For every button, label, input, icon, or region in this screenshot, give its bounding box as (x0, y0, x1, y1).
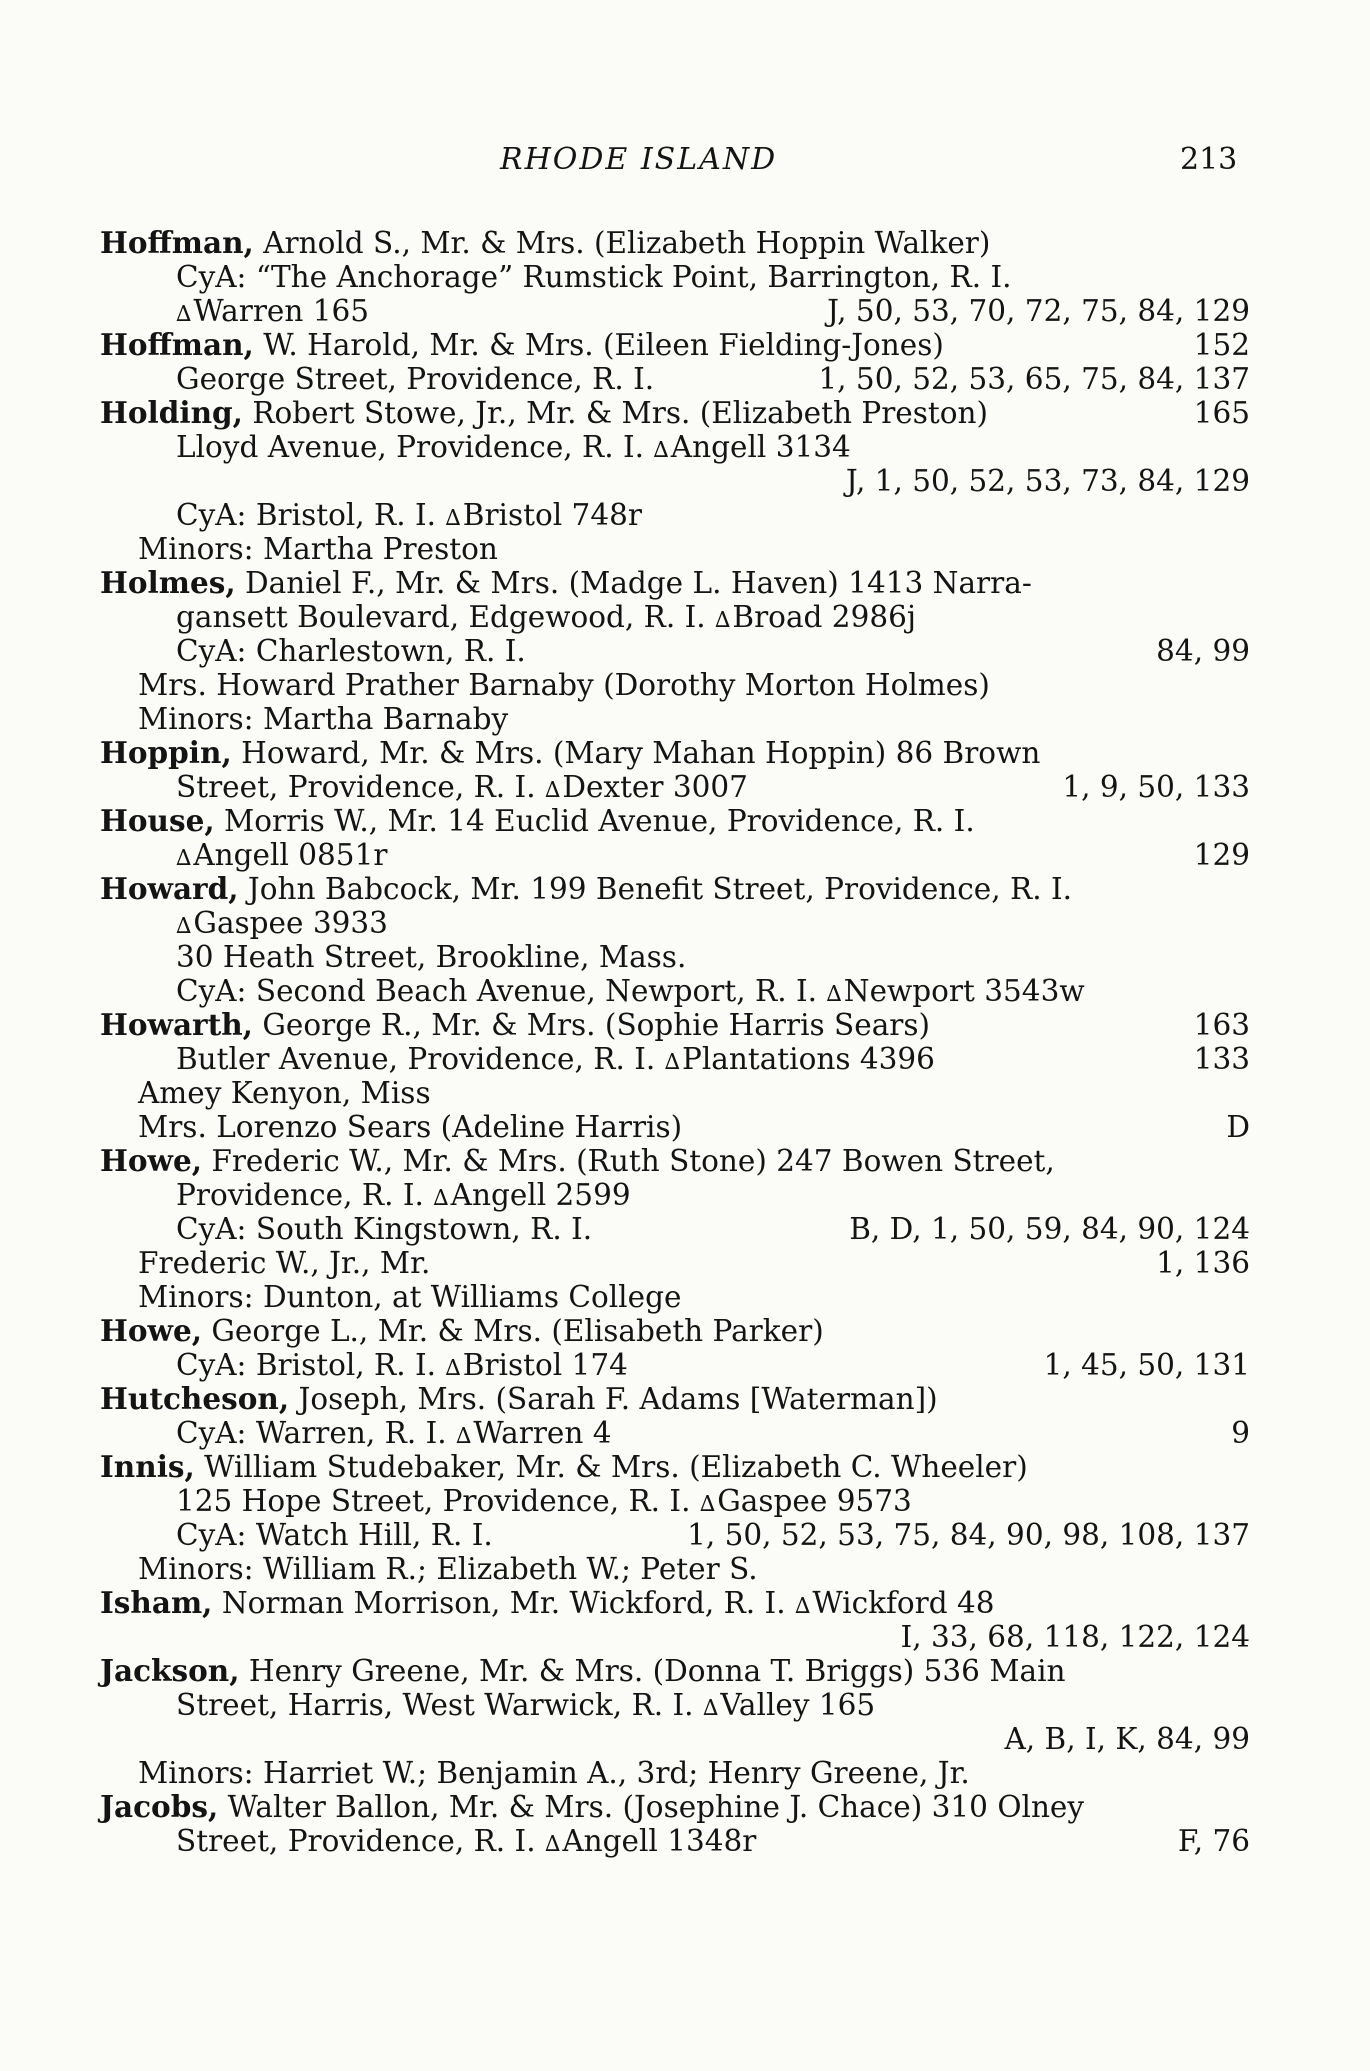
entry-text (176, 1178, 631, 1216)
entry-detail-line (100, 1348, 1250, 1382)
telephone-bell-icon: ∆ (794, 1594, 811, 1619)
running-title: RHODE ISLAND (500, 142, 778, 177)
entry-surname: Hutcheson, (100, 1381, 290, 1416)
entry-text (100, 566, 1032, 600)
entry-body: Mrs. Howard Prather Barnaby (Dorothy Morton Holmes) (138, 668, 990, 702)
entry-detail-line (100, 1722, 1250, 1756)
club-codes: 84, 99 (1156, 634, 1250, 668)
entry-text (100, 396, 988, 430)
club-codes: I, 33, 68, 118, 122, 124 (900, 1620, 1250, 1654)
entry-text (100, 872, 1072, 906)
entry-surname: Hoppin, (100, 735, 232, 770)
entry-surname: Innis, (100, 1449, 195, 1484)
entry-detail-line (100, 362, 1250, 396)
entry-text (100, 1654, 1066, 1688)
telephone-bell-icon: ∆ (176, 302, 192, 327)
entry-text (176, 260, 1012, 294)
entry-detail-line (100, 498, 1250, 532)
entry-detail-line (100, 1076, 1250, 1110)
club-codes: D (1226, 1110, 1250, 1144)
entry-body: gansett Boulevard, Edgewood, R. I. (176, 600, 716, 634)
telephone-number: Plantations 4396 (681, 1042, 935, 1076)
entry-heading-line (100, 226, 1250, 260)
entry-detail-line (100, 294, 1250, 328)
entry-heading-line (100, 1654, 1250, 1688)
entry-detail-line (100, 1484, 1250, 1518)
entry-heading-line (100, 1314, 1250, 1348)
entry-body: Robert Stowe, Jr., Mr. & Mrs. (Elizabeth Preston) (242, 396, 989, 430)
entry-surname: Howard, (100, 871, 239, 906)
entry-surname: Howe, (100, 1313, 202, 1348)
telephone-bell-icon: ∆ (702, 1696, 719, 1721)
entry-body: William Studebaker, Mr. & Mrs. (Elizabeth C. Wheeler) (194, 1450, 1028, 1484)
club-codes: 165 (1193, 396, 1250, 430)
entry-body: Warren 165 (193, 294, 370, 328)
entry-text (100, 1314, 824, 1348)
entry-body: George Street, Providence, R. I. (176, 362, 655, 396)
entry-text (176, 600, 916, 638)
telephone-number: Valley 165 (720, 1688, 876, 1722)
entry-body: Butler Avenue, Providence, R. I. (176, 1042, 665, 1076)
entry-text (176, 906, 388, 944)
entry-text (100, 328, 944, 362)
entry-detail-line (100, 260, 1250, 294)
telephone-number: Gaspee 9573 (717, 1484, 912, 1518)
entry-detail-line (100, 430, 1250, 464)
entry-detail-line (100, 668, 1250, 702)
entry-detail-line (100, 974, 1250, 1008)
entry-heading-line (100, 396, 1250, 430)
entry-heading-line (100, 1008, 1250, 1042)
entry-body: Frederic W., Jr., Mr. (138, 1246, 431, 1280)
entry-body: Angell 0851r (193, 838, 388, 872)
entry-body: Arnold S., Mr. & Mrs. (Elizabeth Hoppin Walker) (253, 226, 991, 260)
entry-heading-line (100, 872, 1250, 906)
telephone-bell-icon: ∆ (653, 438, 669, 463)
entry-detail-line (100, 1212, 1250, 1246)
telephone-number: Dexter 3007 (562, 770, 748, 804)
entry-text (176, 1518, 493, 1552)
directory-entries (100, 226, 1250, 1858)
entry-body: Minors: Dunton, at Williams College (138, 1280, 682, 1314)
entry-text (100, 1144, 1055, 1178)
entry-body: Norman Morrison, Mr. Wickford, R. I. (212, 1586, 795, 1620)
entry-detail-line (100, 1756, 1250, 1790)
entry-text (100, 736, 1040, 770)
entry-detail-line (100, 906, 1250, 940)
entry-text (176, 1484, 912, 1522)
entry-body: CyA: South Kingstown, R. I. (176, 1212, 593, 1246)
entry-body: CyA: Watch Hill, R. I. (176, 1518, 493, 1552)
entry-text (138, 1246, 430, 1280)
telephone-number: Angell 3134 (670, 430, 851, 464)
entry-heading-line (100, 1790, 1250, 1824)
club-codes: 133 (1193, 1042, 1250, 1076)
entry-body: CyA: Bristol, R. I. (176, 498, 446, 532)
club-codes: A, B, I, K, 84, 99 (1004, 1722, 1250, 1756)
entry-heading-line (100, 1450, 1250, 1484)
entry-body: Morris W., Mr. 14 Euclid Avenue, Providence, R. I. (214, 804, 975, 838)
entry-body: CyA: Bristol, R. I. (176, 1348, 446, 1382)
club-codes: 152 (1193, 328, 1250, 362)
entry-text (100, 1008, 930, 1042)
club-codes: 9 (1231, 1416, 1250, 1450)
entry-text (176, 1416, 612, 1454)
telephone-number: Bristol 174 (462, 1348, 628, 1382)
entry-detail-line (100, 532, 1250, 566)
entry-text (100, 804, 975, 838)
entry-body: CyA: Warren, R. I. (176, 1416, 456, 1450)
entry-text (176, 430, 851, 468)
telephone-bell-icon: ∆ (176, 914, 192, 939)
entry-surname: Isham, (100, 1585, 213, 1620)
club-codes: 1, 136 (1156, 1246, 1250, 1280)
entry-detail-line (100, 1246, 1250, 1280)
entry-body: 30 Heath Street, Brookline, Mass. (176, 940, 687, 974)
page-header (0, 142, 1370, 182)
entry-text (176, 498, 642, 536)
entry-surname: Holding, (100, 395, 243, 430)
entry-body: W. Harold, Mr. & Mrs. (Eileen Fielding-Jones) (253, 328, 944, 362)
entry-detail-line (100, 1280, 1250, 1314)
club-codes: 129 (1193, 838, 1250, 872)
club-codes: J, 50, 53, 70, 72, 75, 84, 129 (827, 294, 1250, 328)
entry-heading-line (100, 1382, 1250, 1416)
entry-text (176, 940, 686, 974)
entry-body: Minors: William R.; Elizabeth W.; Peter S. (138, 1552, 758, 1586)
entry-body: Walter Ballon, Mr. & Mrs. (Josephine J. Chace) 310 Olney (218, 1790, 1085, 1824)
telephone-number: Wickford 48 (812, 1586, 995, 1620)
telephone-bell-icon: ∆ (826, 982, 842, 1007)
entry-body: Daniel F., Mr. & Mrs. (Madge L. Haven) 1413 Narra- (235, 566, 1032, 600)
entry-heading-line (100, 566, 1250, 600)
club-codes: B, D, 1, 50, 59, 84, 90, 124 (849, 1212, 1250, 1246)
entry-text (138, 702, 508, 736)
entry-body: Frederic W., Mr. & Mrs. (Ruth Stone) 247 Bowen Street, (201, 1144, 1055, 1178)
entry-text (100, 1586, 995, 1624)
entry-body: CyA: “The Anchorage” Rumstick Point, Barrington, R. I. (176, 260, 1012, 294)
entry-text (100, 1790, 1084, 1824)
entry-body: Minors: Martha Barnaby (138, 702, 509, 736)
entry-detail-line (100, 940, 1250, 974)
entry-text (138, 1110, 682, 1144)
entry-heading-line (100, 804, 1250, 838)
telephone-bell-icon: ∆ (433, 1186, 449, 1211)
entry-surname: Howe, (100, 1143, 202, 1178)
telephone-number: Broad 2986j (732, 600, 917, 634)
entry-detail-line (100, 1416, 1250, 1450)
telephone-number: Angell 1348r (562, 1824, 757, 1858)
telephone-number: Warren 4 (473, 1416, 612, 1450)
entry-detail-line (100, 1552, 1250, 1586)
club-codes: F, 76 (1177, 1824, 1250, 1858)
club-codes: 163 (1193, 1008, 1250, 1042)
entry-body: CyA: Second Beach Avenue, Newport, R. I. (176, 974, 827, 1008)
entry-body: Joseph, Mrs. (Sarah F. Adams [Waterman]) (289, 1382, 938, 1416)
entry-body: Street, Providence, R. I. (176, 770, 545, 804)
entry-detail-line (100, 1824, 1250, 1858)
club-codes: 1, 9, 50, 133 (1062, 770, 1250, 804)
entry-surname: Jackson, (100, 1653, 240, 1688)
entry-detail-line (100, 464, 1250, 498)
entry-detail-line (100, 600, 1250, 634)
club-codes: 1, 50, 52, 53, 65, 75, 84, 137 (818, 362, 1250, 396)
entry-text (176, 770, 748, 808)
entry-detail-line (100, 1620, 1250, 1654)
entry-detail-line (100, 1110, 1250, 1144)
telephone-bell-icon: ∆ (699, 1492, 716, 1517)
entry-text (138, 668, 990, 702)
entry-text (176, 974, 1085, 1012)
entry-text (138, 1076, 431, 1110)
club-codes: J, 1, 50, 52, 53, 73, 84, 129 (845, 464, 1250, 498)
entry-heading-line (100, 328, 1250, 362)
entry-text (138, 1552, 758, 1586)
telephone-bell-icon: ∆ (715, 608, 731, 633)
entry-text (176, 1212, 592, 1246)
entry-surname: Hoffman, (100, 225, 254, 260)
entry-body: 125 Hope Street, Providence, R. I. (176, 1484, 700, 1518)
club-codes: 1, 45, 50, 131 (1043, 1348, 1250, 1382)
entry-body: Mrs. Lorenzo Sears (Adeline Harris) (138, 1110, 683, 1144)
entry-body: Lloyd Avenue, Providence, R. I. (176, 430, 654, 464)
entry-text (138, 1756, 970, 1790)
entry-detail-line (100, 838, 1250, 872)
entry-detail-line (100, 1518, 1250, 1552)
entry-text (176, 634, 526, 668)
entry-heading-line (100, 1586, 1250, 1620)
page-number: 213 (1180, 142, 1238, 177)
entry-text (100, 1450, 1028, 1484)
entry-detail-line (100, 1042, 1250, 1076)
entry-text (138, 1280, 681, 1314)
entry-body: Street, Harris, West Warwick, R. I. (176, 1688, 703, 1722)
entry-surname: Howarth, (100, 1007, 253, 1042)
telephone-bell-icon: ∆ (176, 846, 192, 871)
entry-body: Gaspee 3933 (193, 906, 388, 940)
entry-body: Amey Kenyon, Miss (138, 1076, 431, 1110)
telephone-bell-icon: ∆ (445, 1356, 461, 1381)
entry-text (176, 1042, 935, 1080)
entry-body: George L., Mr. & Mrs. (Elisabeth Parker) (201, 1314, 824, 1348)
entry-body: Providence, R. I. (176, 1178, 434, 1212)
telephone-bell-icon: ∆ (544, 778, 561, 803)
entry-heading-line (100, 736, 1250, 770)
entry-detail-line (100, 702, 1250, 736)
entry-surname: Holmes, (100, 565, 236, 600)
entry-body: Minors: Harriet W.; Benjamin A., 3rd; Henry Greene, Jr. (138, 1756, 970, 1790)
entry-body: Street, Providence, R. I. (176, 1824, 545, 1858)
telephone-bell-icon: ∆ (445, 506, 461, 531)
telephone-number: Newport 3543w (843, 974, 1085, 1008)
entry-text (100, 226, 990, 260)
entry-detail-line (100, 634, 1250, 668)
entry-body: Henry Greene, Mr. & Mrs. (Donna T. Briggs) 536 Main (239, 1654, 1066, 1688)
entry-text (176, 1824, 756, 1862)
telephone-bell-icon: ∆ (456, 1424, 472, 1449)
entry-detail-line (100, 1178, 1250, 1212)
entry-body: George R., Mr. & Mrs. (Sophie Harris Sears) (252, 1008, 931, 1042)
entry-text (138, 532, 498, 566)
telephone-number: Angell 2599 (450, 1178, 631, 1212)
entry-text (176, 1688, 875, 1726)
entry-body: Minors: Martha Preston (138, 532, 498, 566)
entry-detail-line (100, 770, 1250, 804)
entry-surname: House, (100, 803, 215, 838)
telephone-number: Bristol 748r (462, 498, 642, 532)
entry-detail-line (100, 1688, 1250, 1722)
entry-text (176, 362, 654, 396)
entry-body: Howard, Mr. & Mrs. (Mary Mahan Hoppin) 86 Brown (231, 736, 1041, 770)
entry-heading-line (100, 1144, 1250, 1178)
entry-body: John Babcock, Mr. 199 Benefit Street, Providence, R. I. (238, 872, 1073, 906)
entry-body: CyA: Charlestown, R. I. (176, 634, 526, 668)
entry-surname: Jacobs, (100, 1789, 219, 1824)
telephone-bell-icon: ∆ (544, 1832, 561, 1857)
entry-surname: Hoffman, (100, 327, 254, 362)
club-codes: 1, 50, 52, 53, 75, 84, 90, 98, 108, 137 (687, 1518, 1250, 1552)
entry-text (100, 1382, 938, 1416)
telephone-bell-icon: ∆ (664, 1050, 680, 1075)
